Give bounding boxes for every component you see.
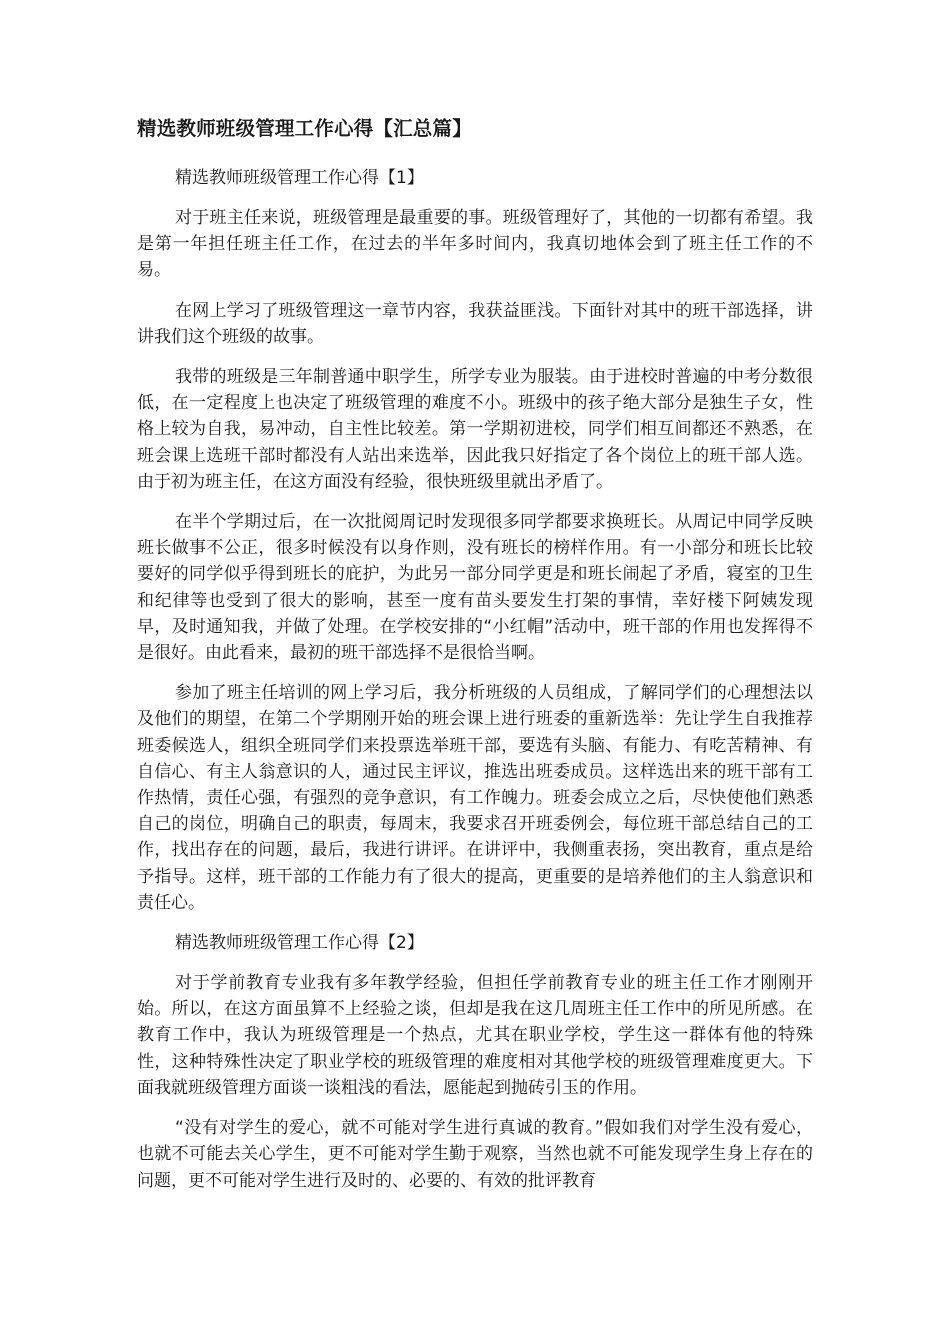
- paragraph: 在半个学期过后，在一次批阅周记时发现很多同学都要求换班长。从周记中同学反映班长做事不公正，很多时候没有以身作则，没有班长的榜样作用。有一小部分和班长比较要好的同学似乎得到班长的庇护，为此另一部分同学更是和班长闹起了矛盾，寝室的卫生和纪律等也受到了很大的影响，甚至一度有苗头要发生打架的事情，幸好楼下阿姨发现早，及时通知我，并做了处理。在学校安排的“小红帽”活动中，班干部的作用也发挥得不是很好。由此看来，最初的班干部选择不是很恰当啊。: [137, 512, 813, 664]
- paragraph: 我带的班级是三年制普通中职学生，所学专业为服装。由于进校时普遍的中考分数很低，在一定程度上也决定了班级管理的难度不小。班级中的孩子绝大部分是独生子女，性格上较为自我，易冲动，自主性比较差。第一学期初进校，同学们相互间都还不熟悉，在班会课上选班干部时都没有人站出来选举，因此我只好指定了各个岗位上的班干部人选。由于初为班主任，在这方面没有经验，很快班级里就出矛盾了。: [137, 367, 813, 492]
- paragraph: 在网上学习了班级管理这一章节内容，我获益匪浅。下面针对其中的班干部选择，讲讲我们这个班级的故事。: [137, 300, 813, 347]
- paragraph: 对于学前教育专业我有多年教学经验，但担任学前教育专业的班主任工作才刚刚开始。所以，在这方面虽算不上经验之谈，但却是我在这几周班主任工作中的所见所感。在教育工作中，我认为班级管理是一个热点，尤其在职业学校，学生这一群体有他的特殊性，这种特殊性决定了职业学校的班级管理的难度相对其他学校的班级管理难度更大。下面我就班级管理方面谈一谈粗浅的看法，愿能起到抛砖引玉的作用。: [137, 973, 813, 1098]
- document-title: 精选教师班级管理工作心得【汇总篇】: [137, 117, 472, 140]
- section-heading-1: 精选教师班级管理工作心得【1】: [175, 168, 424, 188]
- section-heading-2: 精选教师班级管理工作心得【2】: [175, 933, 424, 954]
- paragraph: “没有对学生的爱心，就不可能对学生进行真诚的教育。”假如我们对学生没有爱心，也就不可能去关心学生，更不可能对学生勤于观察，当然也就不可能发现学生身上存在的问题，更不可能对学生进行及时的、必要的、有效的批评教育: [137, 1118, 813, 1191]
- paragraph: 对于班主任来说，班级管理是最重要的事。班级管理好了，其他的一切都有希望。我是第一年担任班主任工作，在过去的半年多时间内，我真切地体会到了班主任工作的不易。: [137, 208, 813, 281]
- paragraph: 参加了班主任培训的网上学习后，我分析班级的人员组成，了解同学们的心理想法以及他们的期望，在第二个学期刚开始的班会课上进行班委的重新选举：先让学生自我推荐班委候选人，组织全班同学们来投票选举班干部，要选有头脑、有能力、有吃苦精神、有自信心、有主人翁意识的人，通过民主评议，推选出班委成员。这样选出来的班干部有工作热情，责任心强，有强烈的竞争意识，有工作魄力。班委会成立之后，尽快使他们熟悉自己的岗位，明确自己的职责，每周末，我要求召开班委例会，每位班干部总结自己的工作，找出存在的问题，最后，我进行讲评。在讲评中，我侧重表扬，突出教育，重点是给予指导。这样，班干部的工作能力有了很大的提高，更重要的是培养他们的主人翁意识和责任心。: [137, 683, 813, 913]
- document-page: [137, 112, 813, 1208]
